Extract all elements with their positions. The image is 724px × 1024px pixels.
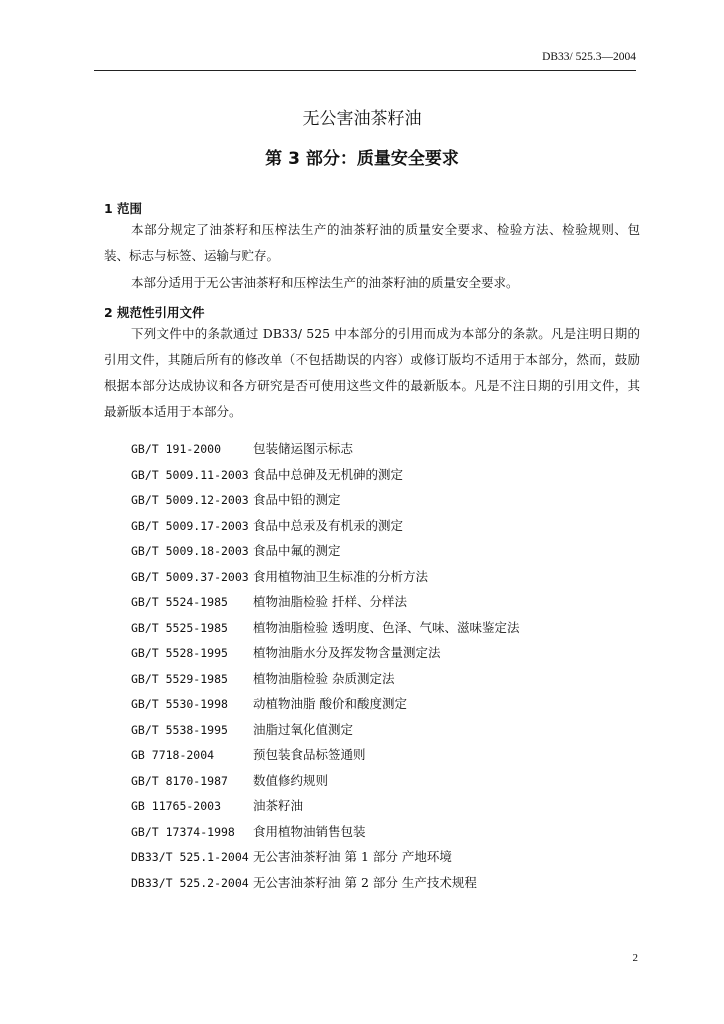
- reference-code: GB/T 8170-1987: [131, 773, 228, 788]
- reference-title: 食用植物油卫生标准的分析方法: [253, 568, 429, 584]
- reference-item: [131, 538, 519, 564]
- reference-title: 油脂过氧化值测定: [253, 721, 354, 737]
- reference-code: GB/T 5528-1995: [131, 646, 228, 660]
- document-code: DB33/ 525.3—2004: [542, 51, 636, 63]
- reference-title: 食用植物油销售包装: [253, 823, 366, 839]
- reference-list: [131, 436, 519, 895]
- reference-item: [131, 462, 519, 488]
- reference-title: 植物油脂检验 透明度、色泽、气味、滋味鉴定法: [253, 619, 520, 635]
- reference-item: [131, 615, 519, 641]
- header-rule: [94, 70, 636, 71]
- reference-code: GB/T 5524-1985: [131, 595, 228, 609]
- reference-title: 食品中总汞及有机汞的测定: [253, 517, 404, 533]
- document-title: 无公害油茶籽油: [302, 109, 422, 129]
- reference-item: [131, 436, 519, 462]
- reference-item: [131, 589, 519, 615]
- reference-code: GB 11765-2003: [131, 799, 222, 813]
- document-subtitle: 第 3 部分：质量安全要求: [265, 149, 459, 169]
- section-2-paragraph-1: 下列文件中的条款通过 DB33/ 525 中本部分的引用而成为本部分的条款。凡是注明日期的引用文件，其随后所有的修改单（不包括勘误的内容）或修订版均不适用于本部分，然而，鼓励根据本部分达成协议和各方研究是否可使用这些文件的最新版本。凡是不注日期的引用文件，其最新版本适用于本部分。: [104, 326, 640, 419]
- reference-code: GB/T 5529-1985: [131, 671, 228, 686]
- reference-title: 食品中铅的测定: [253, 492, 341, 507]
- reference-title: 无公害油茶籽油 第 1 部分 产地环境: [253, 849, 452, 864]
- reference-code: GB/T 5525-1985: [131, 620, 228, 635]
- reference-code: GB/T 5009.12-2003: [131, 493, 249, 507]
- reference-code: GB/T 5530-1998: [131, 697, 228, 711]
- reference-title: 食品中总砷及无机砷的测定: [253, 466, 404, 482]
- reference-item: [131, 564, 519, 590]
- reference-item: [131, 742, 519, 768]
- reference-title: 无公害油茶籽油 第 2 部分 生产技术规程: [253, 874, 477, 890]
- reference-title: 动植物油脂 酸价和酸度测定: [253, 696, 407, 711]
- reference-item: [131, 513, 519, 539]
- reference-title: 植物油脂检验 杂质测定法: [253, 670, 395, 686]
- reference-code: DB33/T 525.2-2004: [131, 875, 249, 890]
- section-2-heading: 2 规范性引用文件: [104, 305, 205, 320]
- reference-title: 包装储运图示标志: [253, 441, 354, 456]
- reference-item: [131, 487, 519, 513]
- reference-code: GB/T 17374-1998: [131, 824, 235, 839]
- page-number: 2: [632, 952, 638, 964]
- reference-title: 植物油脂水分及挥发物含量测定法: [253, 645, 441, 660]
- reference-code: GB/T 5009.11-2003: [131, 467, 249, 482]
- reference-title: 油茶籽油: [253, 798, 304, 813]
- reference-title: 食品中氟的测定: [253, 543, 341, 558]
- section-1-heading: 1 范围: [104, 201, 143, 216]
- reference-code: GB/T 5009.18-2003: [131, 544, 249, 558]
- reference-item: [131, 691, 519, 717]
- reference-item: [131, 768, 519, 794]
- reference-title: 数值修约规则: [253, 772, 329, 788]
- section-1-paragraph-1: 本部分规定了油茶籽和压榨法生产的油茶籽油的质量安全要求、检验方法、检验规则、包装、标志与标签、运输与贮存。: [104, 222, 640, 263]
- reference-code: GB/T 191-2000: [131, 442, 222, 456]
- reference-code: GB/T 5009.17-2003: [131, 518, 249, 533]
- reference-code: DB33/T 525.1-2004: [131, 850, 249, 864]
- reference-code: GB 7718-2004: [131, 748, 215, 762]
- section-1-paragraph-2: 本部分适用于无公害油茶籽和压榨法生产的油茶籽油的质量安全要求。: [131, 275, 519, 290]
- reference-title: 植物油脂检验 扦样、分样法: [253, 594, 407, 609]
- reference-code: GB/T 5009.37-2003: [131, 569, 249, 584]
- reference-title: 预包装食品标签通则: [253, 747, 366, 762]
- reference-item: [131, 717, 519, 743]
- reference-item: [131, 870, 519, 896]
- reference-item: [131, 666, 519, 692]
- reference-item: [131, 793, 519, 819]
- reference-item: [131, 819, 519, 845]
- reference-code: GB/T 5538-1995: [131, 722, 228, 737]
- reference-item: [131, 640, 519, 666]
- reference-item: [131, 844, 519, 870]
